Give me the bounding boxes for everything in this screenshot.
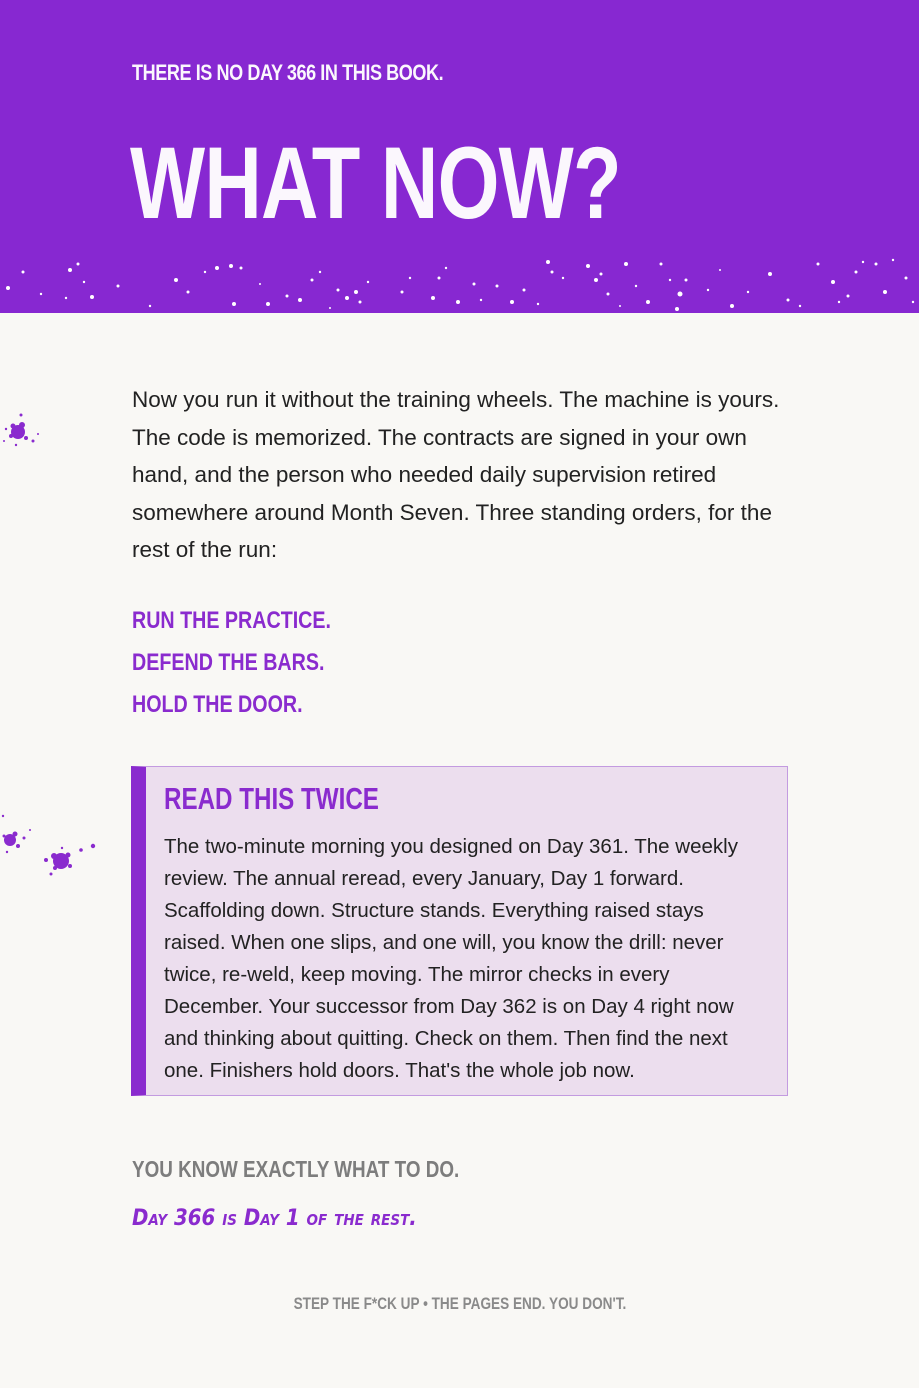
page-footer: [0, 1294, 919, 1314]
callout-body: The two-minute morning you designed on Day 361. The weekly review. The annual reread, every January, Day 1 forward. Scaffolding down. Structure stands. Everything raised stays raised. When one slips, and one will, you know the drill: never twice, re-weld, keep moving. The mirror checks in every December. Your successor from Day 362 is on Day 4 right now and thinking about quitting. Check on them. Then find the next one. Finishers hold doors. That's the whole job now.: [164, 835, 738, 1082]
signoff-line: Day 366 is Day 1 of the rest.: [132, 1206, 417, 1231]
closing-line: YOU KNOW EXACTLY WHAT TO DO.: [132, 1156, 460, 1182]
ink-splatter-bottom: [0, 808, 100, 883]
footer-text: STEP THE F*CK UP • THE PAGES END. YOU DON'T.: [293, 1294, 626, 1313]
header-kicker: THERE IS NO DAY 366 IN THIS BOOK.: [132, 60, 444, 85]
page-title: WHAT NOW?: [130, 126, 621, 240]
callout-title: READ THIS TWICE: [164, 781, 379, 816]
standing-order-item: DEFEND THE BARS.: [132, 649, 325, 676]
standing-order-item: RUN THE PRACTICE.: [132, 607, 331, 634]
speckle-texture: [0, 250, 919, 313]
header-banner: [0, 0, 919, 313]
ink-splatter-top: [0, 405, 50, 455]
intro-paragraph: Now you run it without the training wheels. The machine is yours. The code is memorized. The contracts are signed in your own hand, and the person who needed daily supervision retired somewhere around Month Seven. Three standing orders, for the rest of the run:: [132, 387, 780, 562]
standing-orders-list: [132, 600, 375, 726]
standing-order-item: HOLD THE DOOR.: [132, 691, 303, 718]
read-twice-callout: [131, 766, 788, 1096]
